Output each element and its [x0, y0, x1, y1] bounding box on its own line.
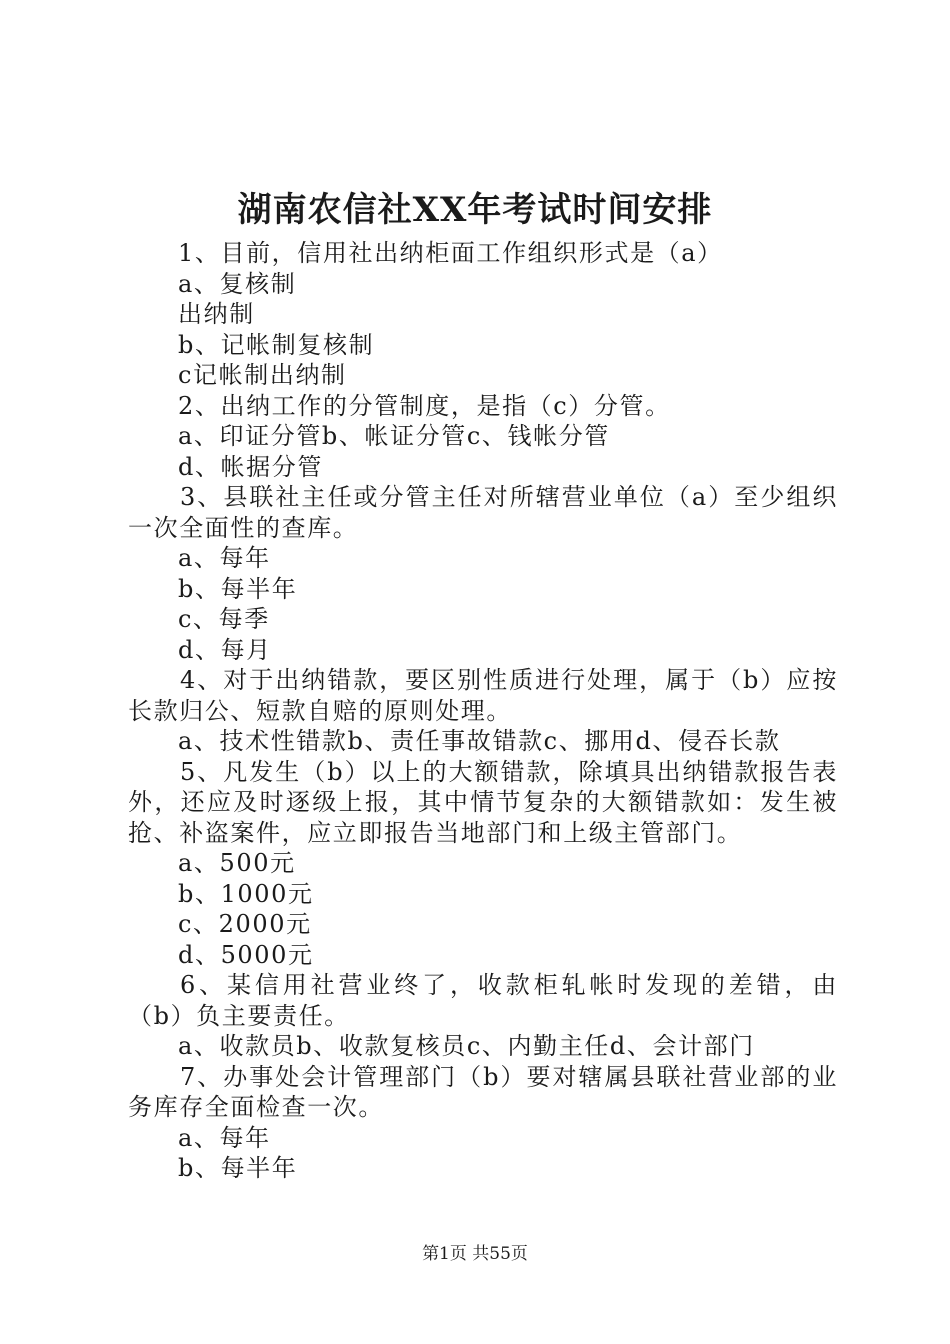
option-line: a、每年 [178, 1123, 271, 1152]
option-line: b、每半年 [178, 574, 298, 603]
option-line: a、印证分管b、帐证分管c、钱帐分管 [178, 422, 610, 450]
option-line: b、1000元 [178, 879, 314, 908]
option-line: b、记帐制复核制 [178, 330, 375, 359]
document-title: 湖南农信社XX年考试时间安排 [237, 190, 713, 230]
question-4: 4、对于出纳错款，要区别性质进行处理，属于（b）应按长款归公、短款自赔的原则处理。 [128, 666, 838, 725]
question-2: 2、出纳工作的分管制度，是指（c）分管。 [178, 391, 671, 420]
option-line: a、复核制 [178, 269, 297, 298]
option-line: d、5000元 [178, 940, 314, 969]
question-1: 1、目前，信用社出纳柜面工作组织形式是（a） [178, 239, 723, 267]
option-line: d、帐据分管 [178, 452, 323, 481]
question-3: 3、县联社主任或分管主任对所辖营业单位（a）至少组织一次全面性的查库。 [128, 483, 838, 542]
option-line: c、每季 [178, 605, 270, 633]
option-line: b、每半年 [178, 1154, 298, 1182]
page-number-footer: 第1页 共55页 [422, 1244, 528, 1264]
option-line: 出纳制 [178, 300, 255, 328]
option-line: a、500元 [178, 849, 296, 877]
question-6: 6、某信用社营业终了，收款柜轧帐时发现的差错，由（b）负主要责任。 [128, 971, 838, 1030]
option-line: c记帐制出纳制 [178, 361, 347, 389]
option-line: c、2000元 [178, 910, 312, 938]
option-line: a、收款员b、收款复核员c、内勤主任d、会计部门 [178, 1032, 755, 1060]
question-7: 7、办事处会计管理部门（b）要对辖属县联社营业部的业务库存全面检查一次。 [128, 1062, 838, 1121]
document-body [128, 238, 838, 1184]
option-line: d、每月 [178, 635, 272, 664]
question-5: 5、凡发生（b）以上的大额错款，除填具出纳错款报告表外，还应及时逐级上报，其中情节复杂的大额错款如：发生被抢、补盗案件，应立即报告当地部门和上级主管部门。 [128, 757, 838, 847]
option-line: a、技术性错款b、责任事故错款c、挪用d、侵吞长款 [178, 727, 781, 755]
option-line: a、每年 [178, 544, 271, 572]
